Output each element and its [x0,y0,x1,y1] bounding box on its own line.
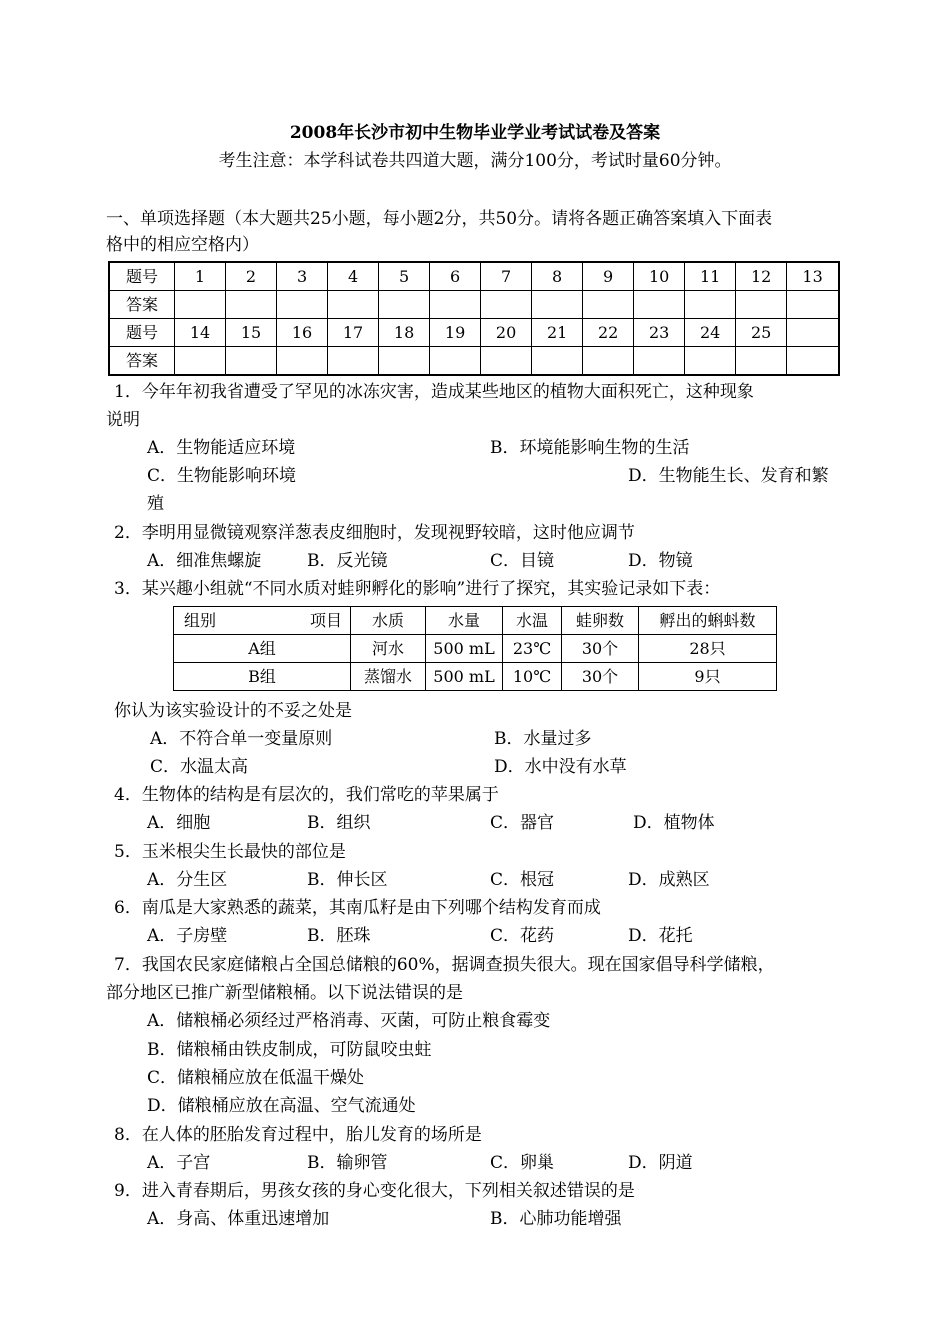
answer-cell[interactable] [328,291,379,319]
water-quality-cell: 河水 [351,635,426,663]
question-number: 11 [685,262,736,291]
tadpole-count-cell: 28只 [639,635,777,663]
q2-option-d[interactable]: D．物镜 [628,551,693,571]
q2-option-a[interactable]: A．细准焦螺旋 [147,551,262,571]
q3-follow: 你认为该实验设计的不妥之处是 [114,701,352,721]
q6-option-c[interactable]: C．花药 [490,926,555,946]
answer-cell[interactable] [532,291,583,319]
question-number: 14 [175,319,226,347]
water-temp-cell: 10℃ [503,663,562,691]
question-number: 18 [379,319,430,347]
question-number: 23 [634,319,685,347]
answer-cell[interactable] [226,347,277,376]
answer-cell[interactable] [634,291,685,319]
question-number: 1 [175,262,226,291]
row-label: 题号 [109,319,175,347]
q2-option-c[interactable]: C．目镜 [490,551,555,571]
group-cell: B组 [174,663,351,691]
q1-option-d[interactable]: D．生物能生长、发育和繁 [628,466,829,486]
answer-cell[interactable] [685,291,736,319]
header-water-amount: 水量 [426,607,503,635]
question-number: 2 [226,262,277,291]
question-number: 21 [532,319,583,347]
header-water-quality: 水质 [351,607,426,635]
question-number: 8 [532,262,583,291]
question-number: 22 [583,319,634,347]
q6-option-d[interactable]: D．花托 [628,926,693,946]
q5-option-a[interactable]: A．分生区 [147,870,228,890]
q1-stem-cont: 说明 [106,410,140,430]
q5-option-c[interactable]: C．根冠 [490,870,555,890]
section1-heading-line2: 格中的相应空格内） [106,235,259,255]
q4-option-d[interactable]: D．植物体 [633,813,715,833]
answer-cell[interactable] [736,291,787,319]
question-number: 9 [583,262,634,291]
q4-option-b[interactable]: B．组织 [307,813,371,833]
q5-option-b[interactable]: B．伸长区 [307,870,388,890]
q3-option-c[interactable]: C．水温太高 [150,757,249,777]
q5-stem: 5．玉米根尖生长最快的部位是 [114,842,346,862]
q9-stem: 9．进入青春期后，男孩女孩的身心变化很大，下列相关叙述错误的是 [114,1181,635,1201]
q7-option-a[interactable]: A．储粮桶必须经过严格消毒、灭菌，可防止粮食霉变 [147,1011,551,1031]
question-number: 6 [430,262,481,291]
q7-option-d[interactable]: D．储粮桶应放在高温、空气流通处 [147,1096,416,1116]
q3-option-b[interactable]: B．水量过多 [494,729,592,749]
q8-stem: 8．在人体的胚胎发育过程中，胎儿发育的场所是 [114,1125,482,1145]
answer-cell[interactable] [226,291,277,319]
question-number: 7 [481,262,532,291]
answer-cell[interactable] [481,347,532,376]
answer-cell[interactable] [430,291,481,319]
q8-option-b[interactable]: B．输卵管 [307,1153,388,1173]
answer-cell[interactable] [787,291,839,319]
answer-table-number-row-1 [109,262,839,291]
q2-option-b[interactable]: B．反光镜 [307,551,388,571]
answer-cell[interactable] [277,291,328,319]
q1-option-c[interactable]: C．生物能影响环境 [147,466,297,486]
experiment-table-header [174,607,777,635]
q7-option-c[interactable]: C．储粮桶应放在低温干燥处 [147,1068,365,1088]
answer-cell[interactable] [634,347,685,376]
q4-option-a[interactable]: A．细胞 [147,813,211,833]
section1-heading-line1: 一、单项选择题（本大题共25小题，每小题2分，共50分。请将各题正确答案填入下面表 [106,209,773,229]
header-water-temp: 水温 [503,607,562,635]
answer-table-number-row-2 [109,319,839,347]
q1-option-d-cont: 殖 [147,494,164,514]
q3-option-a[interactable]: A．不符合单一变量原则 [150,729,333,749]
q8-option-a[interactable]: A．子宫 [147,1153,211,1173]
answer-cell[interactable] [481,291,532,319]
question-number [787,319,839,347]
answer-table-answer-row-1 [109,291,839,319]
header-item: 项目 [309,610,342,630]
row-label: 答案 [109,291,175,319]
header-tadpole-count: 孵出的蝌蚪数 [639,607,777,635]
answer-cell[interactable] [328,347,379,376]
answer-cell[interactable] [787,347,839,376]
q6-stem: 6．南瓜是大家熟悉的蔬菜，其南瓜籽是由下列哪个结构发育而成 [114,898,601,918]
question-number: 3 [277,262,328,291]
group-cell: A组 [174,635,351,663]
answer-cell[interactable] [532,347,583,376]
q9-option-b[interactable]: B．心肺功能增强 [490,1209,622,1229]
page-title: 2008年长沙市初中生物毕业学业考试试卷及答案 [289,123,661,143]
q3-option-d[interactable]: D．水中没有水草 [494,757,627,777]
answer-cell[interactable] [175,291,226,319]
q8-option-c[interactable]: C．卵巢 [490,1153,555,1173]
question-number: 12 [736,262,787,291]
q6-option-a[interactable]: A．子房壁 [147,926,228,946]
question-number: 25 [736,319,787,347]
row-label: 答案 [109,347,175,376]
question-number: 15 [226,319,277,347]
egg-count-cell: 30个 [562,663,639,691]
question-number: 19 [430,319,481,347]
answer-table [108,261,840,376]
q6-option-b[interactable]: B．胚珠 [307,926,371,946]
answer-cell[interactable] [175,347,226,376]
header-group: 组别 [184,610,217,630]
question-number: 10 [634,262,685,291]
q1-stem: 1．今年年初我省遭受了罕见的冰冻灾害，造成某些地区的植物大面积死亡，这种现象 [114,382,754,402]
q3-stem: 3．某兴趣小组就“不同水质对蛙卵孵化的影响”进行了探究，其实验记录如下表： [114,579,721,599]
q9-option-a[interactable]: A．身高、体重迅速增加 [147,1209,330,1229]
question-number: 5 [379,262,430,291]
table-row [174,663,777,691]
q8-option-d[interactable]: D．阴道 [628,1153,693,1173]
header-egg-count: 蛙卵数 [562,607,639,635]
q5-option-d[interactable]: D．成熟区 [628,870,710,890]
tadpole-count-cell: 9只 [639,663,777,691]
table-row [174,635,777,663]
q7-stem: 7．我国农民家庭储粮占全国总储粮的60%，据调查损失很大。现在国家倡导科学储粮， [114,955,775,975]
water-amount-cell: 500 mL [426,663,503,691]
q7-option-b[interactable]: B．储粮桶由铁皮制成，可防鼠咬虫蛀 [147,1040,432,1060]
row-label: 题号 [109,262,175,291]
q7-stem-cont: 部分地区已推广新型储粮桶。以下说法错误的是 [106,983,463,1003]
exam-notice: 考生注意：本学科试卷共四道大题，满分100分，考试时量60分钟。 [218,151,732,171]
egg-count-cell: 30个 [562,635,639,663]
question-number: 17 [328,319,379,347]
question-number: 4 [328,262,379,291]
group-item-header-cell [174,607,351,635]
answer-cell[interactable] [583,347,634,376]
question-number: 13 [787,262,839,291]
question-number: 20 [481,319,532,347]
water-quality-cell: 蒸馏水 [351,663,426,691]
water-temp-cell: 23℃ [503,635,562,663]
answer-table-answer-row-2 [109,347,839,376]
question-number: 16 [277,319,328,347]
question-number: 24 [685,319,736,347]
answer-cell[interactable] [430,347,481,376]
answer-cell[interactable] [379,347,430,376]
q1-option-b[interactable]: B．环境能影响生物的生活 [490,438,690,458]
q4-option-c[interactable]: C．器官 [490,813,555,833]
answer-cell[interactable] [583,291,634,319]
answer-cell[interactable] [685,347,736,376]
experiment-table [173,606,777,691]
q4-stem: 4．生物体的结构是有层次的，我们常吃的苹果属于 [114,785,499,805]
answer-cell[interactable] [379,291,430,319]
q2-stem: 2．李明用显微镜观察洋葱表皮细胞时，发现视野较暗，这时他应调节 [114,523,635,543]
answer-cell[interactable] [736,347,787,376]
q1-option-a[interactable]: A．生物能适应环境 [147,438,296,458]
answer-cell[interactable] [277,347,328,376]
water-amount-cell: 500 mL [426,635,503,663]
